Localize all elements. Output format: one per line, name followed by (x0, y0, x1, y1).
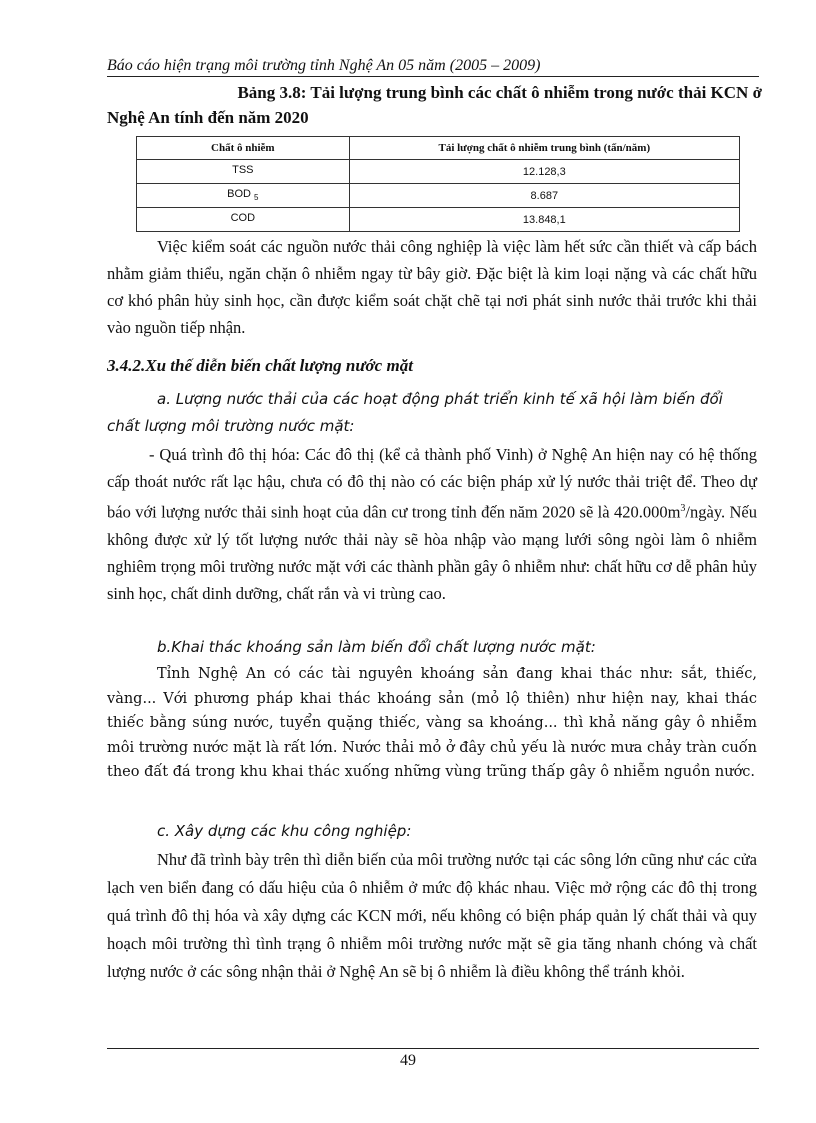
pollutant-cell: BOD $_5$ (137, 184, 350, 208)
section-heading: 3.4.2.Xu thế diễn biến chất lượng nước mặt (107, 356, 413, 375)
table-caption-line-2: Nghệ An tính đến năm 2020 (107, 108, 309, 127)
footer-rule (107, 1048, 759, 1049)
table-header-row (137, 137, 740, 160)
table-caption (107, 80, 762, 130)
paragraph-mining: Tỉnh Nghệ An có các tài nguyên khoáng sản đang khai thác như: sắt, thiếc, vàng... Với phương pháp khai thác khoáng sản (mỏ lộ thiên) như hiện nay, khai thác thiếc bằng súng nước, tuyển quặng thiếc, vàng sa khoáng... thì khả năng gây ô nhiễm môi trường nước mặt là rất lớn. Nước thải mỏ ở đây chủ yếu là nước mưa chảy tràn cuốn theo đất đá trong khu khai thác xuống những vùng trũng thấp gây ô nhiễm nguồn nước. (107, 666, 757, 780)
subheading-c: c. Xây dựng các khu công nghiệp: (157, 822, 412, 840)
table-row (137, 184, 740, 208)
header-rule (107, 76, 759, 77)
paragraph-urbanization: - Quá trình đô thị hóa: Các đô thị (kể cả thành phố Vinh) ở Nghệ An hiện nay có hệ thống cấp thoát nước rất lạc hậu, chưa có đô thị nào có các biện pháp xử lý nước thải triệt để. Theo dự báo với lượng nước thải sinh hoạt của dân cư trong tỉnh đến năm 2020 sẽ là $420.000m^3$/ngày. Nếu không được xử lý tốt lượng nước thải này sẽ hòa nhập vào mạng lưới sông ngòi làm ô nhiễm nghiêm trọng môi trường nước mặt với các thành phần gây ô nhiễm như: chất hữu cơ dễ phân hủy sinh học, chất dinh dưỡng, chất rắn và vi trùng cao. (107, 445, 758, 603)
table-caption-line-1: Bảng 3.8: Tải lượng trung bình các chất ô nhiễm trong nước thải KCN ở (237, 83, 762, 102)
subheading-a: a. Lượng nước thải của các hoạt động phát triển kinh tế xã hội làm biến đổi chất lượng môi trường nước mặt: (107, 390, 723, 435)
paragraph-industrial-wastewater-control: Việc kiểm soát các nguồn nước thải công nghiệp là việc làm hết sức cần thiết và cấp bách nhằm giảm thiểu, ngăn chặn ô nhiễm ngay từ bây giờ. Đặc biệt là kim loại nặng và các chất hữu cơ khó phân hủy sinh học, cần được kiểm soát chặt chẽ tại nơi phát sinh nước thải trước khi thải vào nguồn tiếp nhận. (107, 237, 757, 337)
pollution-load-table (136, 136, 740, 232)
subheading-b: b.Khai thác khoáng sản làm biến đổi chất lượng nước mặt: (157, 638, 596, 656)
pollutant-cell: TSS (137, 160, 350, 184)
column-header-pollutant: Chất ô nhiễm (137, 137, 350, 160)
column-header-load: Tải lượng chất ô nhiễm trung bình (tấn/năm) (349, 137, 739, 160)
table-row (137, 208, 740, 232)
page-number: 49 (400, 1052, 416, 1069)
paragraph-industrial-zones: Như đã trình bày trên thì diễn biến của môi trường nước tại các sông lớn cũng như các cửa lạch ven biển đang có dấu hiệu của ô nhiễm ở mức độ khác nhau. Việc mở rộng các đô thị trong quá trình đô thị hóa và xây dựng các KCN mới, nếu không có biện pháp quản lý chất thải và quy hoạch môi trường thì tình trạng ô nhiễm môi trường nước mặt sẽ gia tăng nhanh chóng và chất lượng nước ở các sông nhận thải ở Nghệ An sẽ bị ô nhiễm là điều không thể tránh khỏi. (107, 850, 757, 981)
pollutant-cell: COD (137, 208, 350, 232)
load-cell: 13.848,1 (349, 208, 739, 232)
load-cell: 8.687 (349, 184, 739, 208)
table-row (137, 160, 740, 184)
load-cell: 12.128,3 (349, 160, 739, 184)
running-header: Báo cáo hiện trạng môi trường tỉnh Nghệ An 05 năm (2005 – 2009) (107, 57, 541, 74)
